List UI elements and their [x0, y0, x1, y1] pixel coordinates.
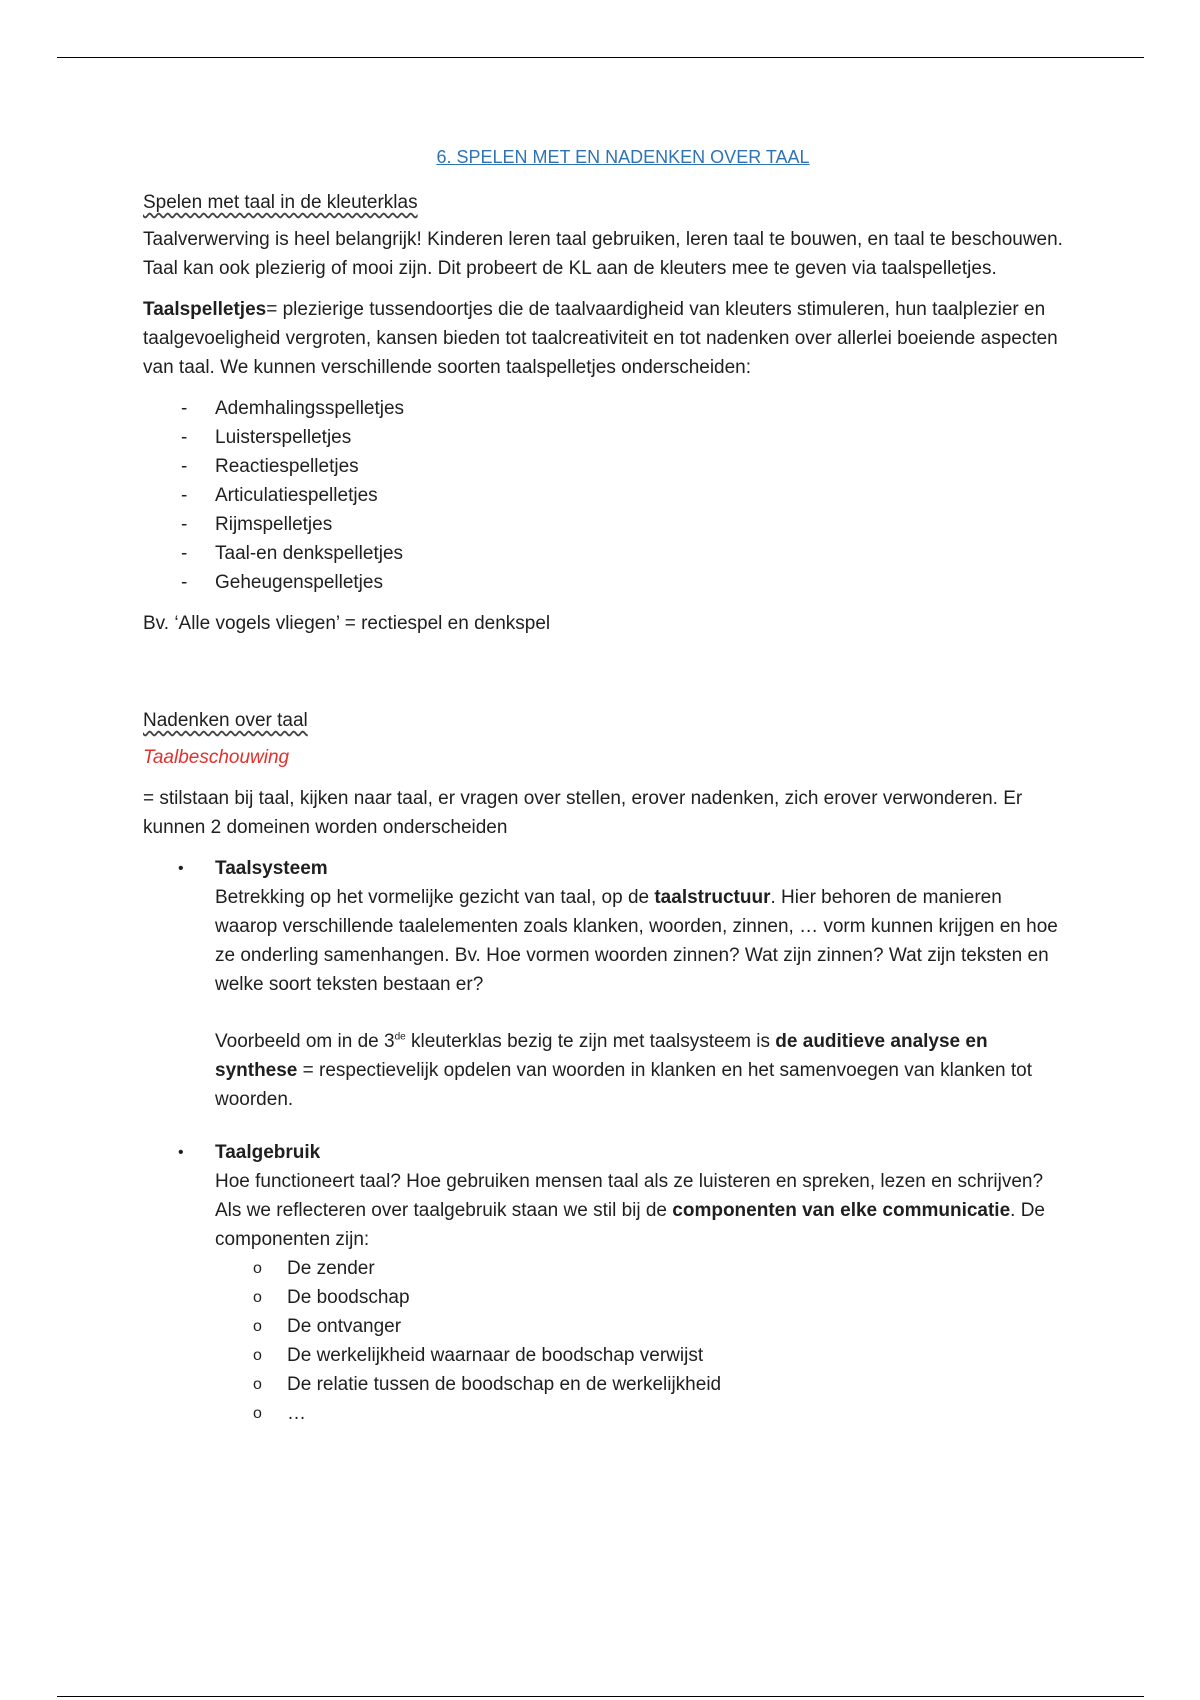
header-rule	[57, 57, 1144, 58]
definition-term: Taalspelletjes	[143, 299, 267, 320]
page-title[interactable]: 6. SPELEN MET EN NADENKEN OVER TAAL	[436, 147, 810, 167]
section-heading-nadenken: Nadenken over taal	[143, 710, 308, 731]
domain-taalgebruik	[143, 1138, 1063, 1428]
game-types-list	[143, 394, 1063, 597]
list-item: o De ontvanger	[143, 1312, 1063, 1341]
list-item: o De boodschap	[143, 1283, 1063, 1312]
taalbeschouwing-definition: = stilstaan bij taal, kijken naar taal, er vragen over stellen, erover nadenken, zich erover verwonderen. Er kunnen 2 domeinen worden onderscheiden	[143, 788, 1023, 838]
list-item: - Taal-en denkspelletjes	[143, 539, 1063, 568]
list-item: o …	[143, 1399, 1063, 1428]
section-heading-spelen: Spelen met taal in de kleuterklas	[143, 192, 418, 213]
list-item: o De zender	[143, 1254, 1063, 1283]
document-body	[143, 143, 1063, 1440]
list-item: - Luisterspelletjes	[143, 423, 1063, 452]
bullet-icon: •	[178, 860, 184, 877]
list-item: - Rijmspelletjes	[143, 510, 1063, 539]
intro-paragraph: Taalverwerving is heel belangrijk! Kinderen leren taal gebruiken, leren taal te bouwen, en taal te beschouwen. Taal kan ook plezierig of mooi zijn. Dit probeert de KL aan de kleuters mee te geven via taalspelletjes.	[143, 229, 1063, 279]
definition-text: = plezierige tussendoortjes die de taalvaardigheid van kleuters stimuleren, hun taalplezier en taalgevoeligheid vergroten, kansen bieden tot taalcreativiteit en tot nadenken over allerlei boeiende aspecten van taal. We kunnen verschillende soorten taalspelletjes onderscheiden:	[143, 299, 1058, 378]
list-item: o De werkelijkheid waarnaar de boodschap verwijst	[143, 1341, 1063, 1370]
spacer	[143, 650, 1063, 706]
domain-title: Taalgebruik	[215, 1142, 321, 1163]
definition-paragraph	[143, 295, 1063, 382]
domain-description: Betrekking op het vormelijke gezicht van taal, op de taalstructuur. Hier behoren de manieren waarop verschillende taalelementen zoals klanken, woorden, zinnen, … vorm kunnen krijgen en hoe ze onderling samenhangen. Bv. Hoe vormen woorden zinnen? Wat zijn zinnen? Wat zijn teksten en welke soort teksten bestaan er?	[215, 887, 1058, 995]
domain-title: Taalsysteem	[215, 858, 328, 879]
components-list	[143, 1254, 1063, 1428]
domain-description: Hoe functioneert taal? Hoe gebruiken mensen taal als ze luisteren en spreken, lezen en schrijven? Als we reflecteren over taalgebruik staan we stil bij de componenten van elke communicatie. De componenten zijn:	[215, 1171, 1046, 1250]
spacer	[215, 999, 1063, 1027]
domain-taalsysteem	[143, 854, 1063, 1114]
list-item: o De relatie tussen de boodschap en de werkelijkheid	[143, 1370, 1063, 1399]
subheading-taalbeschouwing: Taalbeschouwing	[143, 747, 290, 768]
list-item: - Ademhalingsspelletjes	[143, 394, 1063, 423]
bullet-icon: •	[178, 1144, 184, 1161]
list-item: - Articulatiespelletjes	[143, 481, 1063, 510]
list-item: - Geheugenspelletjes	[143, 568, 1063, 597]
list-item: - Reactiespelletjes	[143, 452, 1063, 481]
example-line: Bv. ‘Alle vogels vliegen’ = rectiespel en denkspel	[143, 613, 551, 634]
domain-example: Voorbeeld om in de 3de kleuterklas bezig te zijn met taalsysteem is de auditieve analyse en synthese = respectievelijk opdelen van woorden in klanken en het samenvoegen van klanken tot woorden.	[215, 1031, 1032, 1110]
footer-rule	[57, 1696, 1144, 1697]
